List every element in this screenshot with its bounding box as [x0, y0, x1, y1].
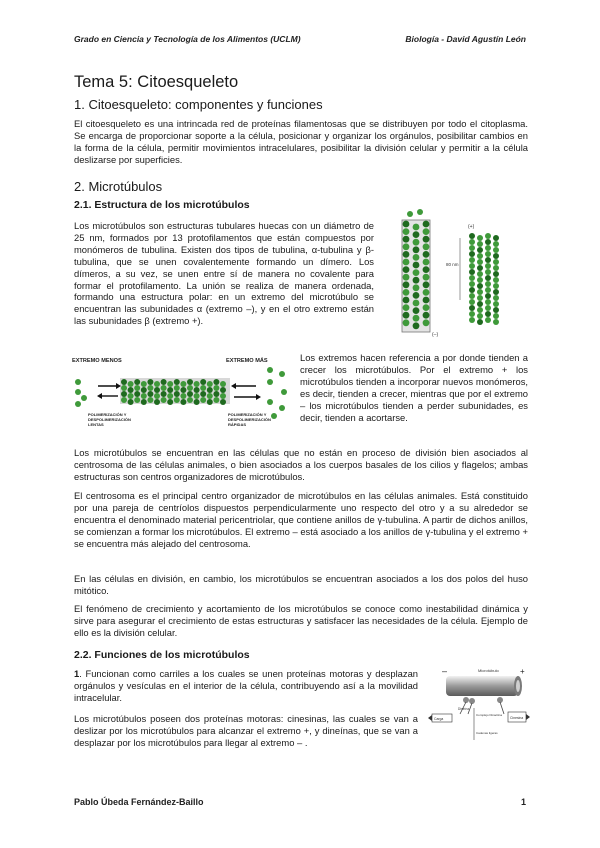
tubulin-dimer [493, 277, 499, 283]
tubulin-dimer [213, 379, 219, 385]
tubulin-dimer [413, 254, 420, 261]
tubulin-dimer [477, 271, 483, 277]
tubulin-dimer [147, 391, 153, 397]
free-tubulin-dimer [81, 395, 87, 401]
tubulin-dimer [423, 236, 430, 243]
tubulin-dimer [413, 269, 420, 276]
tubulin-dimer [469, 233, 475, 239]
tubulin-dimer [403, 243, 410, 250]
tubulin-dimer [469, 251, 475, 257]
tubulin-dimer [174, 379, 180, 385]
tubulin-dimer [194, 399, 200, 405]
tubulin-dimer [477, 265, 483, 271]
tubulin-dimer [213, 385, 219, 391]
structure-paragraph: Los microtúbulos son estructuras tubulares huecas con un diámetro de 25 nm, formados por 13 protofilamentos que están compuestos por monómeros de tubulina. Existen dos tipos de tubulina, α-tubulina y β-tubulina, que se unen covalentemente formando un dímero. Los dímeros, a su vez, se unen entre sí de manera no covalente para formar el protofilamento. La unión se realiza de manera ordenada, formando una estructura polar: en un extremo del microtúbulo se encuentran las subunidades α (extremo –), y en el otro extremo están las subunidades β (extremo +). [74, 220, 374, 327]
tubulin-dimer [187, 379, 193, 385]
tubulin-dimer [194, 387, 200, 393]
tubulin-dimer [413, 292, 420, 299]
instability-paragraph: El fenómeno de crecimiento y acortamiento de los microtúbulos se conoce como inestabilidad dinámica y sirve para asegurar el crecimiento de estas estructuras y satisfacer las necesidades de la célula. Ejemplo de ello es la división celular. [74, 603, 528, 638]
tubulin-dimer [128, 399, 134, 405]
tubulin-dimer [423, 259, 430, 266]
tubulin-dimer [485, 293, 491, 299]
tubulin-dimer [493, 247, 499, 253]
tubulin-dimer [493, 259, 499, 265]
tubulin-dimer [493, 313, 499, 319]
tubulin-dimer [477, 241, 483, 247]
tubulin-dimer [154, 393, 160, 399]
tubulin-dimer [154, 381, 160, 387]
tubulin-dimer [477, 277, 483, 283]
tubulin-dimer [485, 299, 491, 305]
tubulin-dimer [477, 289, 483, 295]
tubulin-dimer [128, 393, 134, 399]
tubulin-dimer [485, 275, 491, 281]
tubulin-dimer [469, 239, 475, 245]
tubulin-dimer [213, 397, 219, 403]
strip-plus-label: EXTREMO MÁS [226, 358, 268, 364]
tubulin-dimer [417, 209, 423, 215]
tubulin-dimer [485, 251, 491, 257]
tubulin-dimer [469, 245, 475, 251]
free-tubulin-dimer [281, 389, 287, 395]
motor-minus-label: – [442, 666, 448, 676]
tubulin-dimer [121, 385, 127, 391]
tubulin-dimer [167, 393, 173, 399]
motor-complex-label: Complejo Dinactina [476, 713, 503, 717]
tubulin-dimer [423, 266, 430, 273]
free-tubulin-dimer [75, 379, 81, 385]
tubulin-dimer [154, 387, 160, 393]
tubulin-dimer [174, 397, 180, 403]
tube-minus-label: (–) [432, 332, 439, 338]
tubulin-dimer [187, 385, 193, 391]
tubulin-dimer [194, 393, 200, 399]
tubulin-dimer [161, 379, 167, 385]
free-tubulin-dimer [75, 389, 81, 395]
tubulin-dimer [413, 246, 420, 253]
tubulin-dimer [493, 265, 499, 271]
tubulin-dimer [485, 311, 491, 317]
tubulin-dimer [485, 287, 491, 293]
polymerization-figure [70, 352, 296, 442]
tubulin-dimer [167, 381, 173, 387]
division-paragraph: En las células en división, en cambio, los microtúbulos se encuentran asociados a los dos polos del huso mitótico. [74, 573, 528, 596]
function-1-paragraph: 1. Funcionan como carriles a los cuales se unen proteínas motoras y desplazan orgánulos y vesículas en el interior de la célula, contribuyendo así a la movilidad intracelular. [74, 668, 418, 703]
tubulin-dimer [493, 319, 499, 325]
tubulin-dimer [128, 381, 134, 387]
tubulin-dimer [207, 393, 213, 399]
section-1-text: El citoesqueleto es una intrincada red de proteínas filamentosas que se distribuyen por todo el citoplasma. Se encarga de proporcionar soporte a la célula, posicionar y organizar los orgánulos, posibilitar cambios en la forma de la célula, permitir movimientos intracelulares, posibilitar la división celular y permitir a la célula deslizarse por superficies. [74, 118, 528, 165]
tubulin-dimer [413, 307, 420, 314]
motor-title-label: Microtúbulo [478, 668, 499, 673]
tubulin-dimer [477, 259, 483, 265]
tubulin-dimer [141, 393, 147, 399]
tubulin-dimer [493, 301, 499, 307]
tubulin-dimer [423, 297, 430, 304]
tubulin-dimer [493, 253, 499, 259]
tubulin-dimer [477, 295, 483, 301]
footer-author: Pablo Úbeda Fernández-Baillo [74, 797, 204, 807]
tubulin-dimer [403, 289, 410, 296]
tubulin-dimer [485, 269, 491, 275]
tubulin-dimer [477, 247, 483, 253]
motor-proteins-figure [428, 664, 530, 744]
tubulin-dimer [413, 300, 420, 307]
tubulin-dimer [423, 251, 430, 258]
tubulin-dimer [147, 379, 153, 385]
tubulin-dimer [477, 319, 483, 325]
page-title: Tema 5: Citoesqueleto [74, 73, 239, 91]
tubulin-dimer [403, 228, 410, 235]
tubulin-dimer [485, 305, 491, 311]
tubulin-dimer [423, 304, 430, 311]
tubulin-dimer [423, 274, 430, 281]
tubulin-dimer [485, 317, 491, 323]
tubulin-dimer [469, 317, 475, 323]
microtubule-tube-figure [388, 208, 530, 346]
free-tubulin-dimer [75, 401, 81, 407]
tubulin-dimer [403, 297, 410, 304]
tubulin-dimer [180, 393, 186, 399]
tubulin-dimer [121, 397, 127, 403]
tubulin-dimer [477, 301, 483, 307]
free-tubulin-dimer [267, 367, 273, 373]
tubulin-dimer [493, 283, 499, 289]
tubulin-dimer [147, 397, 153, 403]
subsection-2-1-heading: 2.1. Estructura de los microtúbulos [74, 199, 250, 211]
tubulin-dimer [423, 281, 430, 288]
tubulin-dimer [134, 379, 140, 385]
tubulin-dimer [423, 319, 430, 326]
tubulin-dimer [134, 397, 140, 403]
tubulin-dimer [469, 305, 475, 311]
ends-paragraph: Los extremos hacen referencia a por donde tienden a crecer los microtúbulos. Por el extremo + los microtúbulos tienden a incorporar nuevos monómeros, es decir, tienden a crecer, mientras que por el extremo – los microtúbulos tienden a perder subunidades, es decir, tienden a acortarse. [300, 352, 528, 423]
tubulin-dimer [180, 381, 186, 387]
tubulin-dimer [413, 239, 420, 246]
tubulin-dimer [413, 315, 420, 322]
tubulin-dimer [147, 385, 153, 391]
function-1-number: 1 [74, 668, 80, 679]
tubulin-dimer [493, 307, 499, 313]
tubulin-dimer [403, 312, 410, 319]
tubulin-dimer [403, 281, 410, 288]
header-subject: Biología - David Agustín León [405, 34, 526, 44]
free-tubulin-dimer [267, 379, 273, 385]
strip-minus-label: EXTREMO MENOS [72, 358, 122, 364]
tubulin-dimer [423, 289, 430, 296]
tubulin-dimer [403, 319, 410, 326]
tubulin-dimer [413, 322, 420, 329]
tubulin-dimer [485, 257, 491, 263]
tubulin-dimer [403, 274, 410, 281]
tubulin-dimer [187, 397, 193, 403]
tubulin-dimer [180, 399, 186, 405]
motor-kinesin-label: Cinesina [510, 716, 524, 720]
motor-cargo-label: Carga [434, 717, 444, 721]
tubulin-dimer [141, 381, 147, 387]
tubulin-dimer [200, 391, 206, 397]
tubulin-dimer [121, 391, 127, 397]
tubulin-dimer [493, 241, 499, 247]
tubulin-dimer [403, 251, 410, 258]
tubulin-dimer [477, 313, 483, 319]
tube-plus-label: (+) [468, 224, 475, 230]
tubulin-dimer [141, 387, 147, 393]
section-1-heading: 1. Citoesqueleto: componentes y funciones [74, 97, 323, 112]
tubulin-dimer [477, 253, 483, 259]
tubulin-dimer [141, 399, 147, 405]
tubulin-dimer [477, 283, 483, 289]
tubulin-dimer [200, 379, 206, 385]
strip-fast-note: POLIMERIZACIÓN Y DESPOLIMERIZACIÓN RÁPIDAS [228, 412, 271, 427]
tubulin-dimer [220, 387, 226, 393]
tubulin-dimer [403, 304, 410, 311]
tubulin-dimer [485, 281, 491, 287]
tubulin-dimer [413, 231, 420, 238]
free-tubulin-dimer [279, 405, 285, 411]
tubulin-dimer [207, 387, 213, 393]
tubulin-dimer [469, 263, 475, 269]
tubulin-dimer [485, 263, 491, 269]
tubulin-dimer [194, 381, 200, 387]
tubulin-dimer [493, 271, 499, 277]
tubulin-dimer [161, 385, 167, 391]
tubulin-dimer [423, 243, 430, 250]
tubulin-dimer [180, 387, 186, 393]
tubulin-dimer [485, 245, 491, 251]
tubulin-dimer [423, 228, 430, 235]
tubulin-dimer [493, 295, 499, 301]
tubulin-dimer [187, 391, 193, 397]
motor-chain-label: Cadenas ligeras [476, 731, 498, 735]
tubulin-dimer [407, 211, 413, 217]
tubulin-dimer [469, 257, 475, 263]
tubulin-dimer [213, 391, 219, 397]
tubulin-dimer [167, 387, 173, 393]
tubulin-dimer [121, 379, 127, 385]
tubulin-dimer [485, 239, 491, 245]
tubulin-dimer [469, 293, 475, 299]
centrosome-paragraph: El centrosoma es el principal centro organizador de microtúbulos en las células animales. Está constituido por una pareja de centríolos dispuestos perpendicularmente uno respecto del otro y a su alrededor se encuentra el denominado material pericentriolar, que contiene anillos de γ-tubulina. A partir de dichos anillos, se comienzan a formar los microtúbulos. El extremo – está asociado a los anillos de γ-tubulina y el extremo + se encuentra más alejado del centrosoma. [74, 490, 528, 549]
tubulin-dimer [403, 236, 410, 243]
strip-slow-note: POLIMERIZACIÓN Y DESPOLIMERIZACIÓN LENTAS [88, 412, 131, 427]
tubulin-dimer [469, 281, 475, 287]
tubulin-dimer [174, 385, 180, 391]
tubulin-dimer [469, 269, 475, 275]
tubulin-dimer [413, 262, 420, 269]
tubulin-dimer [403, 266, 410, 273]
tubulin-dimer [154, 399, 160, 405]
tubulin-dimer [493, 289, 499, 295]
tubulin-dimer [161, 397, 167, 403]
subsection-2-2-heading: 2.2. Funciones de los microtúbulos [74, 649, 250, 661]
tubulin-dimer [128, 387, 134, 393]
motor-dynein-label: Dineína [458, 707, 469, 711]
tubulin-dimer [134, 391, 140, 397]
tubulin-dimer [207, 381, 213, 387]
tubulin-dimer [469, 311, 475, 317]
tubulin-dimer [403, 221, 410, 228]
tubulin-dimer [469, 287, 475, 293]
tubulin-dimer [485, 233, 491, 239]
tubulin-dimer [403, 259, 410, 266]
tubulin-dimer [134, 385, 140, 391]
tubulin-dimer [220, 393, 226, 399]
section-2-heading: 2. Microtúbulos [74, 179, 163, 194]
tubulin-dimer [207, 399, 213, 405]
tubulin-dimer [200, 397, 206, 403]
tubulin-dimer [413, 277, 420, 284]
tubulin-dimer [413, 284, 420, 291]
tubulin-dimer [174, 391, 180, 397]
header-course: Grado en Ciencia y Tecnología de los Alimentos (UCLM) [74, 34, 301, 44]
location-paragraph: Los microtúbulos se encuentran en las células que no están en proceso de división bien asociados al centrosoma de las células animales, o bien asociados a los cuerpos basales de los cilios y flagelos; ambas estructuras son centros organizadores de microtúbulos. [74, 447, 528, 482]
tubulin-dimer [423, 312, 430, 319]
motor-proteins-paragraph: Los microtúbulos poseen dos proteínas motoras: cinesinas, las cuales se van a deslizar por los microtúbulos para alcanzar el extremo +, y dineínas, que se van a desplazar por los microtúbulos para llegar al extremo – . [74, 713, 418, 748]
tubulin-dimer [493, 235, 499, 241]
free-tubulin-dimer [279, 371, 285, 377]
tubulin-dimer [161, 391, 167, 397]
tubulin-dimer [477, 235, 483, 241]
tubulin-dimer [477, 307, 483, 313]
tube-dimension-label: 80 nm [446, 262, 459, 267]
tubulin-dimer [220, 399, 226, 405]
motor-plus-label: + [520, 667, 525, 676]
tubulin-dimer [423, 221, 430, 228]
free-tubulin-dimer [267, 399, 273, 405]
tubulin-dimer [167, 399, 173, 405]
page-number: 1 [520, 797, 526, 807]
tubulin-dimer [469, 275, 475, 281]
tubulin-dimer [200, 385, 206, 391]
tubulin-dimer [413, 224, 420, 231]
tubulin-dimer [220, 381, 226, 387]
tubulin-dimer [469, 299, 475, 305]
